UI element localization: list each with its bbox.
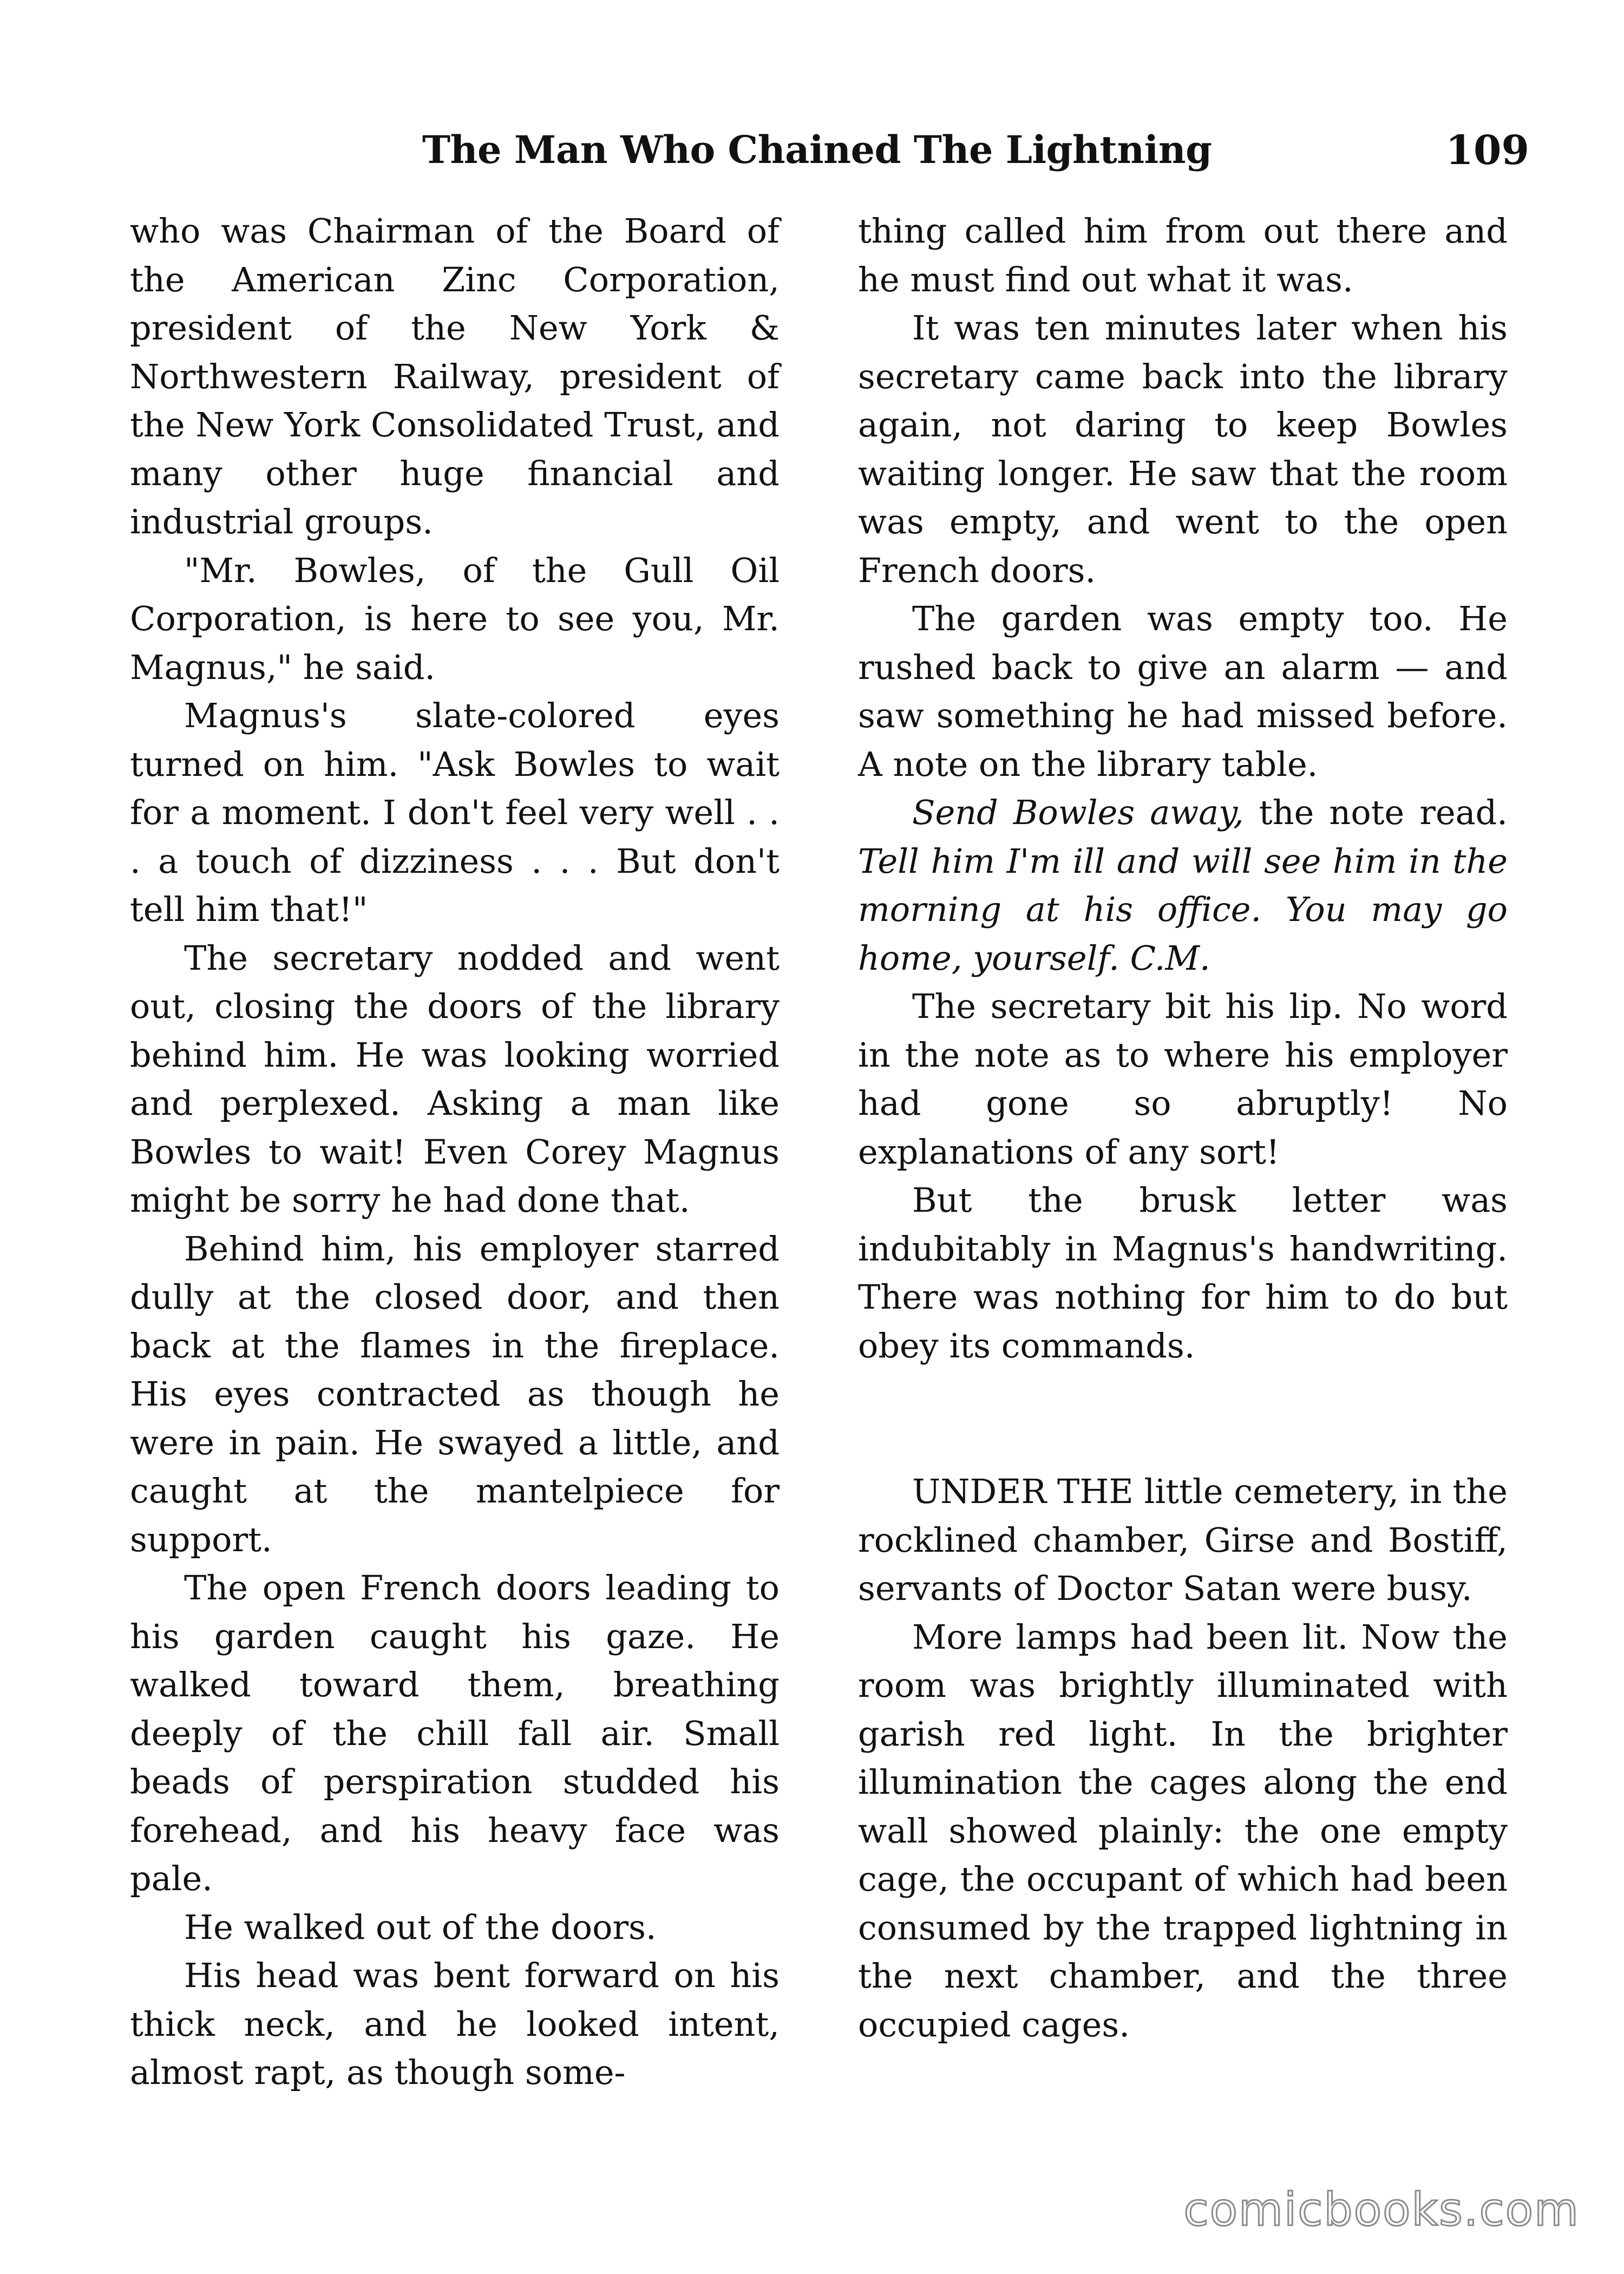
section-start-paragraph: UNDER THE little cemetery, in the rocklined chamber, Girse and Bostiff, servants of Doctor Satan were busy. <box>858 1472 1508 1608</box>
paragraph: The secretary nodded and went out, closing the doors of the library behind him. He was looking worried and perplexed. Asking a man like Bowles to wait! Even Corey Magnus might be sorry he had done that. <box>130 938 780 1220</box>
paragraph: His head was bent forward on his thick neck, and he looked intent, almost rapt, as though some- <box>130 1956 780 2092</box>
paragraph: The secretary bit his lip. No word in the note as to where his employer had gone so abruptly! No explanations of any sort! <box>858 986 1508 1172</box>
note-paragraph <box>858 788 1508 982</box>
note-text-a: Send Bowles away, <box>912 793 1244 832</box>
paragraph: Behind him, his employer starred dully at the closed door, and then back at the flames in the fireplace. His eyes contracted as though he were in pain. He swayed a little, and caught at the mantelpiece for support. <box>130 1229 780 1559</box>
paragraph: "Mr. Bowles, of the Gull Oil Corporation, is here to see you, Mr. Magnus," he said. <box>130 550 780 687</box>
paragraph: Magnus's slate-colored eyes turned on him. "Ask Bowles to wait for a moment. I don't feel very well . . . a touch of dizziness . . . But don't tell him that!" <box>130 696 780 929</box>
watermark: comicbooks.com <box>1183 2183 1580 2236</box>
paragraph: It was ten minutes later when his secretary came back into the library again, not daring to keep Bowles waiting longer. He saw that the room was empty, and went to the open French doors. <box>858 308 1508 590</box>
running-title: The Man Who Chained The Lightning <box>422 127 1212 172</box>
left-column <box>130 207 780 2097</box>
paragraph: He walked out of the doors. <box>184 1907 657 1947</box>
paragraph: The garden was empty too. He rushed back to give an alarm — and saw something he had missed before. A note on the library table. <box>858 599 1508 784</box>
paragraph: who was Chairman of the Board of the American Zinc Corporation, president of the New York & Northwestern Railway, president of the New York Consolidated Trust, and many other huge financial and industrial groups. <box>130 211 780 541</box>
page-number: 109 <box>1445 127 1529 174</box>
paragraph: But the brusk letter was indubitably in Magnus's handwriting. There was nothing for him to do but obey its commands. <box>858 1180 1508 1365</box>
right-column <box>858 207 1508 2049</box>
running-head <box>422 127 1529 187</box>
note-text-c: Tell him I'm ill and will see him in the morning at his office. You may go home, yourself. C.M. <box>858 841 1508 978</box>
paragraph: The open French doors leading to his garden caught his gaze. He walked toward them, breathing deeply of the chill fall air. Small beads of perspiration studded his forehead, and his heavy face was pale. <box>130 1568 780 1898</box>
paragraph: thing called him from out there and he must find out what it was. <box>858 211 1508 299</box>
note-text-b: the note read. <box>1243 793 1508 832</box>
paragraph: More lamps had been lit. Now the room was brightly illuminated with garish red light. In the brighter illumination the cages along the end wall showed plainly: the one empty cage, the occupant of which had been consumed by the trapped lightning in the next chamber, and the three occupied cages. <box>858 1617 1508 2044</box>
